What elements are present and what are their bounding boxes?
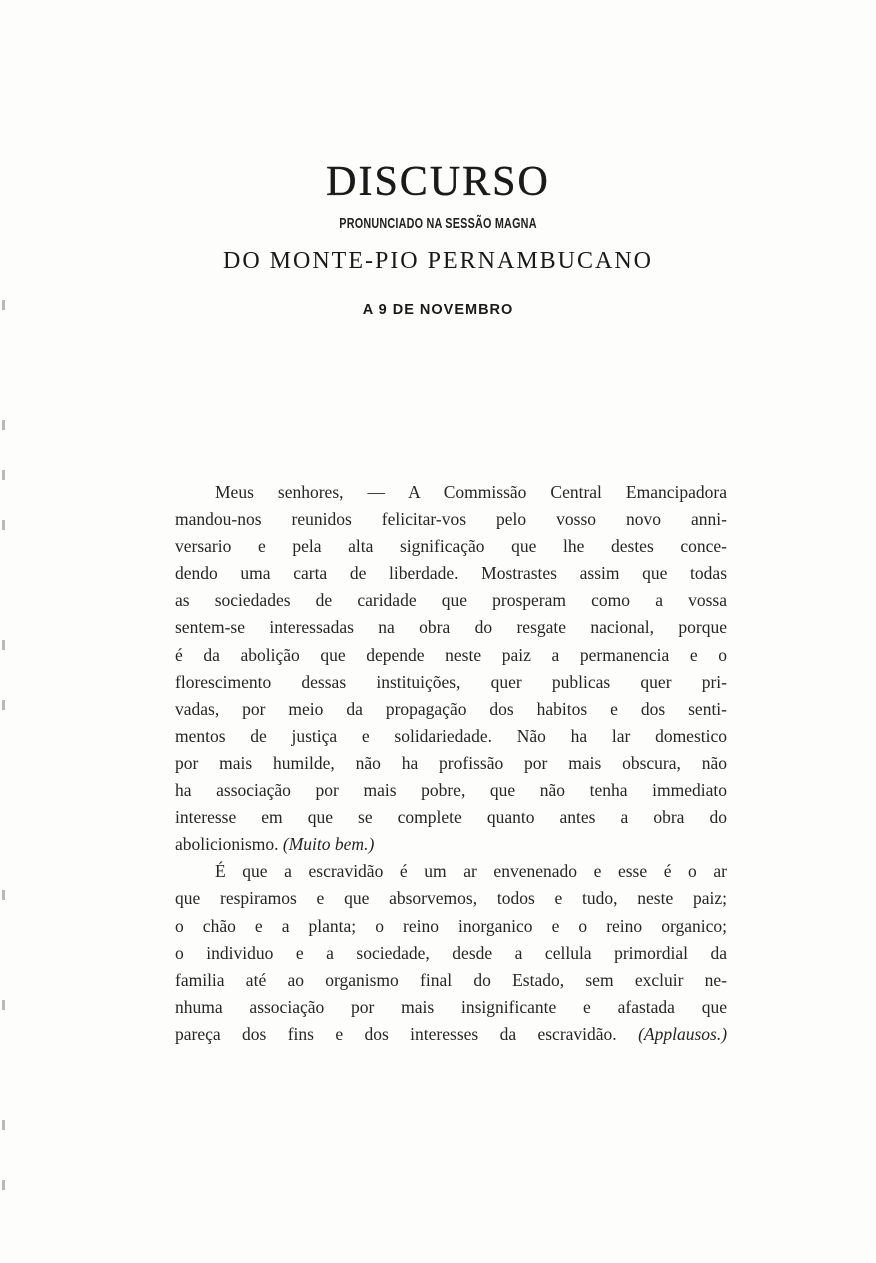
text-line: nhuma associação por mais insignificante e afastada que xyxy=(175,996,727,1017)
text-run: abolicionismo. xyxy=(175,834,279,855)
text-run: pareça dos fins e dos interesses da escravidão. xyxy=(175,1023,617,1044)
text-line: dendo uma carta de liberdade. Mostrastes assim que todas xyxy=(175,563,727,584)
text-line-last xyxy=(175,1021,727,1048)
text-line: o chão e a planta; o reino inorganico e o reino organico; xyxy=(175,915,727,936)
text-line: vadas, por meio da propagação dos habitos e dos senti- xyxy=(175,698,727,719)
page-subtitle: PRONUNCIADO NA SESSÃO MAGNA xyxy=(339,215,537,232)
text-line: ha associação por mais pobre, que não tenha immediato xyxy=(175,780,727,801)
text-line: florescimento dessas instituições, quer publicas quer pri- xyxy=(175,671,727,692)
page-title-secondary: DO MONTE-PIO PERNAMBUCANO xyxy=(222,248,653,274)
text-line: sentem-se interessadas na obra do resgate nacional, porque xyxy=(175,617,727,638)
text-line: mentos de justiça e solidariedade. Não ha lar domestico xyxy=(175,725,727,746)
text-line: mandou-nos reunidos felicitar-vos pelo vosso novo anni- xyxy=(175,509,727,530)
paragraph-2 xyxy=(175,858,727,1048)
text-line: Meus senhores, — A Commissão Central Emancipadora xyxy=(215,482,727,502)
text-line: interesse em que se complete quanto antes a obra do xyxy=(175,807,727,828)
page-title: DISCURSO xyxy=(326,159,550,205)
dateline: A 9 DE NOVEMBRO xyxy=(362,302,514,318)
text-line: que respiramos e que absorvemos, todos e tudo, neste paiz; xyxy=(175,888,727,909)
paragraph-1 xyxy=(175,479,727,858)
text-line: versario e pela alta significação que lhe destes conce- xyxy=(175,536,727,557)
aside-applausos: (Applausos.) xyxy=(638,1023,728,1044)
speech-body xyxy=(175,479,727,1048)
text-line: por mais humilde, não ha profissão por mais obscura, não xyxy=(175,752,727,773)
text-line: as sociedades de caridade que prosperam como a vossa xyxy=(175,590,727,611)
text-line: familia até ao organismo final do Estado, sem excluir ne- xyxy=(175,969,727,990)
text-line: é da abolição que depende neste paiz a permanencia e o xyxy=(175,644,727,665)
aside-muito-bem: (Muito bem.) xyxy=(282,834,375,855)
text-line: É que a escravidão é um ar envenenado e esse é o ar xyxy=(215,861,727,882)
text-line-last xyxy=(175,831,727,858)
text-line: o individuo e a sociedade, desde a cellula primordial da xyxy=(175,942,727,963)
